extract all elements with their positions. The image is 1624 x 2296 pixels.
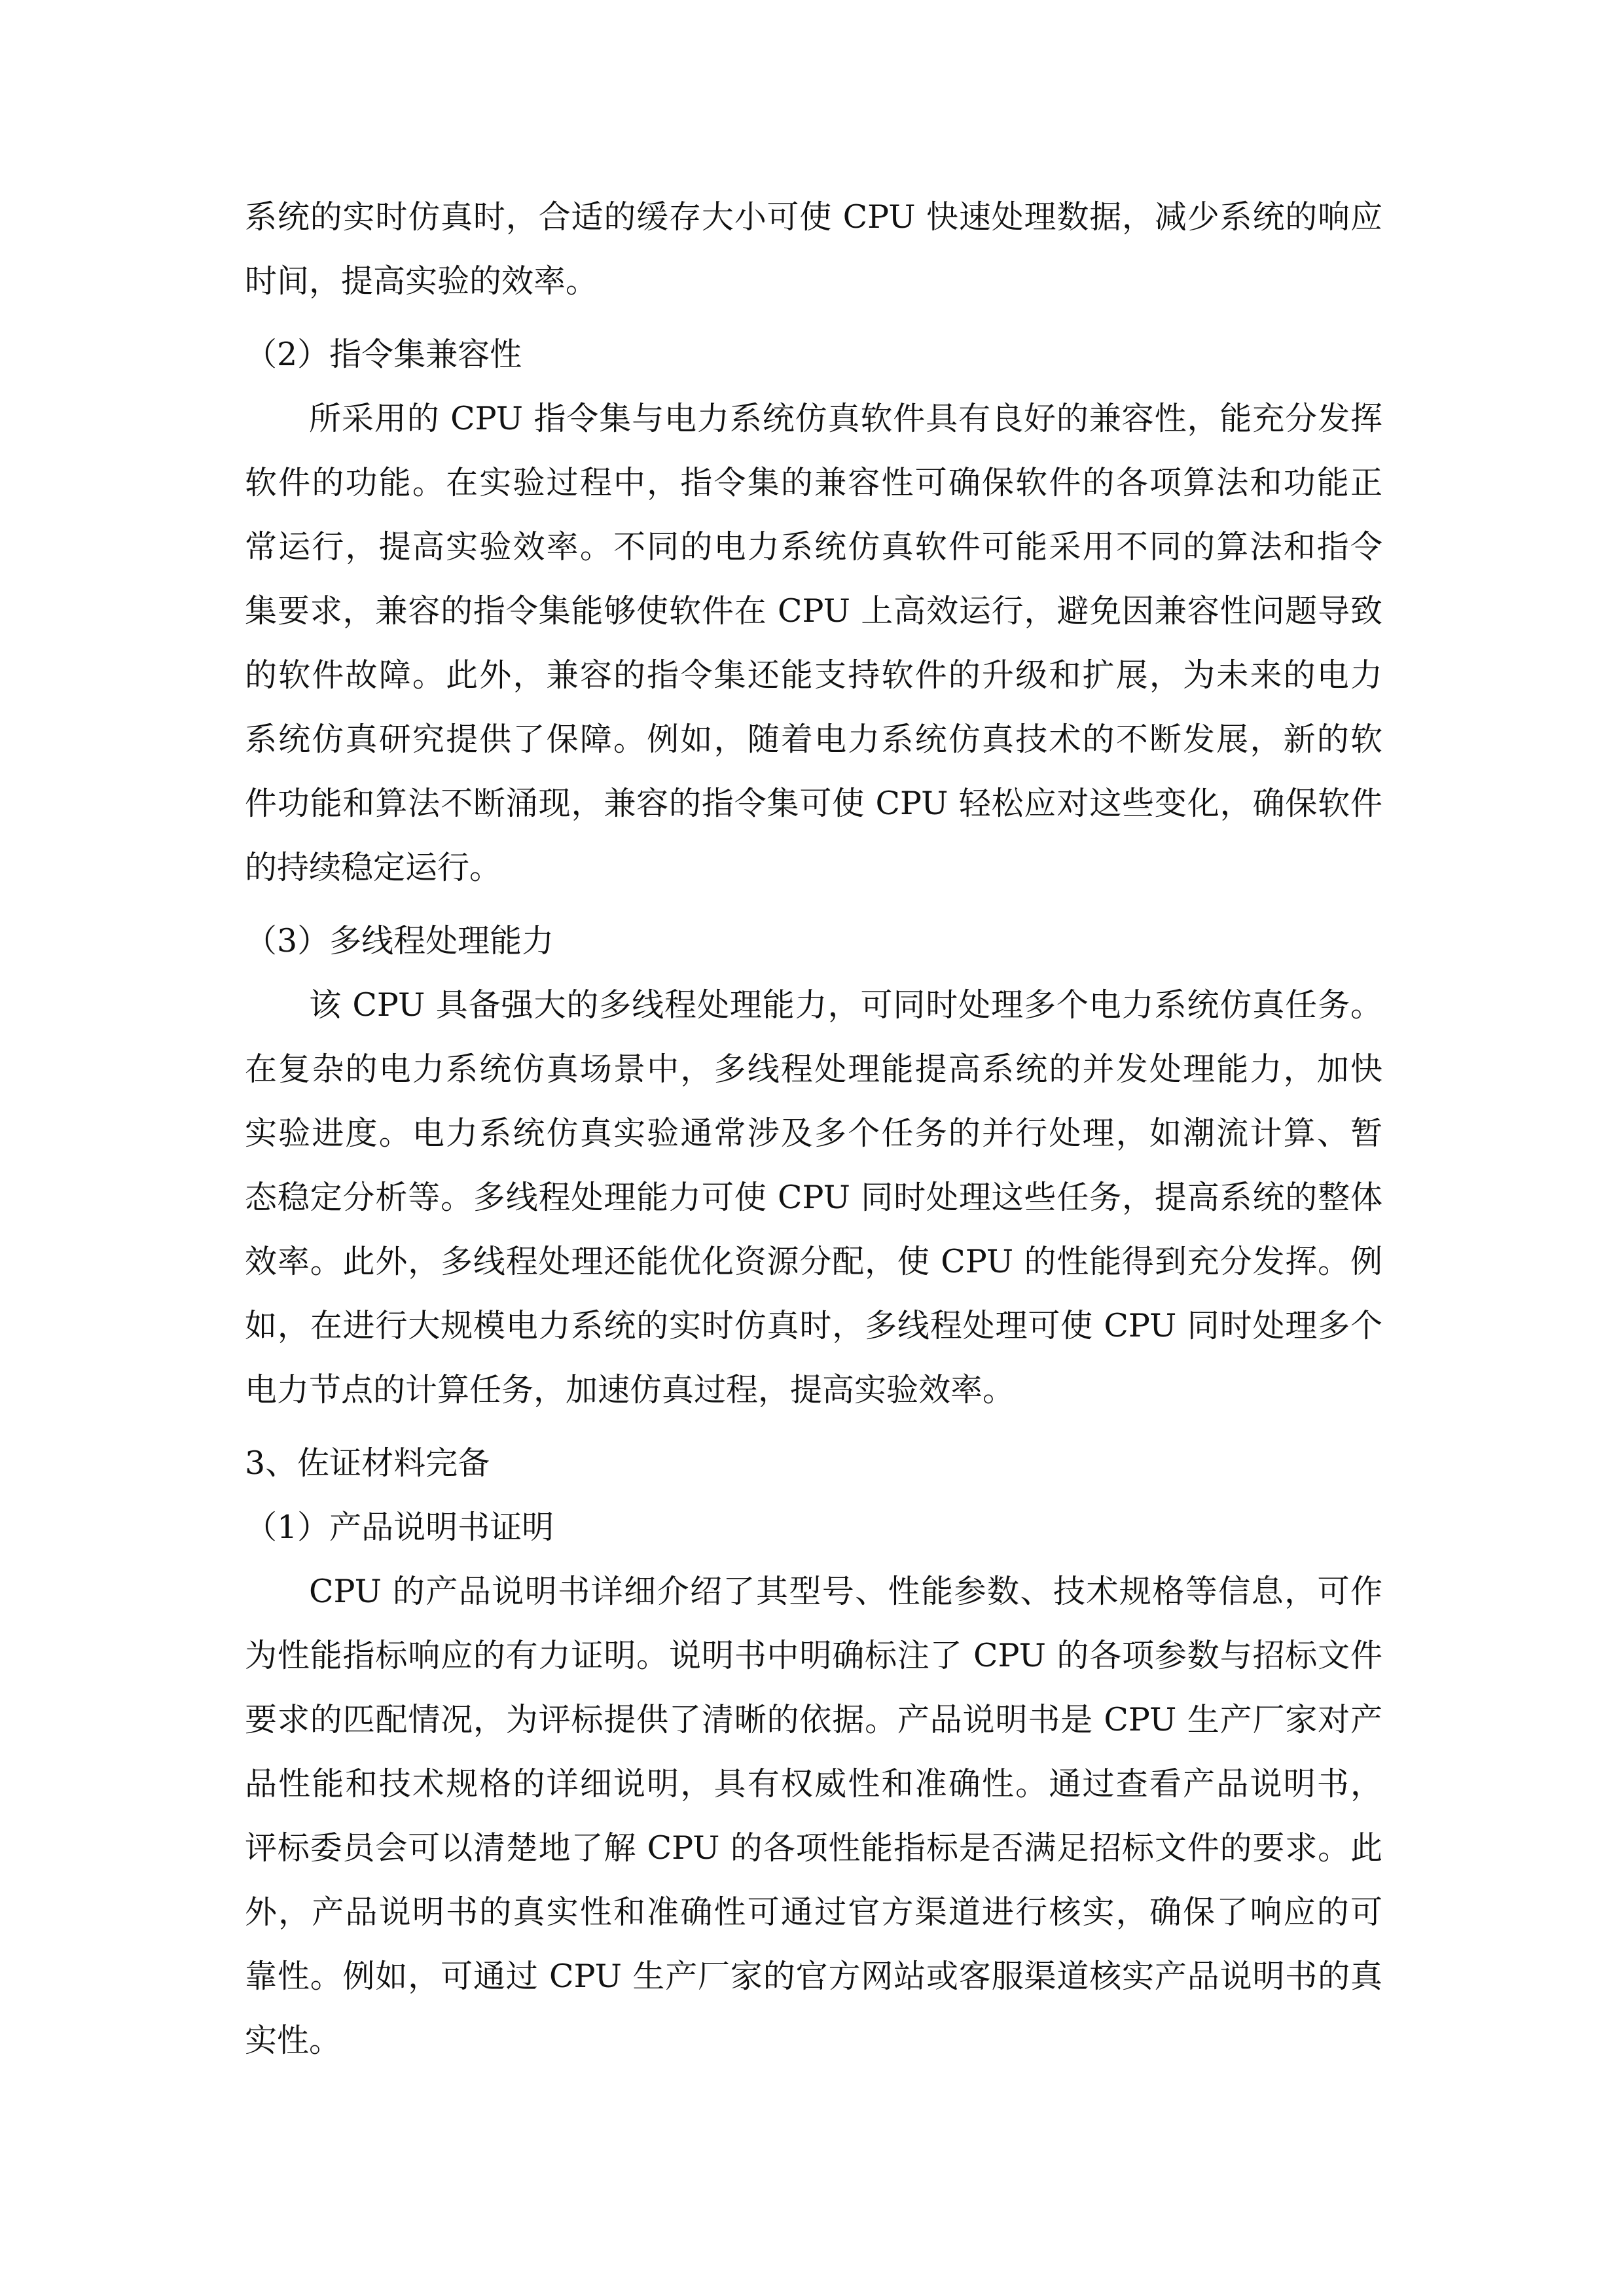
paragraph-line: 该 CPU 具备强大的多线程处理能力，可同时处理多个电力系统仿真任务。 [309, 986, 1382, 1024]
paragraph-line: 软件的功能。在实验过程中，指令集的兼容性可确保软件的各项算法和功能正 [245, 464, 1382, 501]
subheading-manual: （1）产品说明书证明 [245, 1509, 554, 1546]
paragraph-line: 效率。此外，多线程处理还能优化资源分配，使 CPU 的性能得到充分发挥。例 [245, 1243, 1382, 1280]
paragraph-cache-conclusion [245, 185, 1382, 314]
paragraph-instruction-set [245, 387, 1382, 900]
paragraph-line: 的软件故障。此外，兼容的指令集还能支持软件的升级和扩展，为未来的电力 [245, 656, 1382, 694]
paragraph-line: 件功能和算法不断涌现，兼容的指令集可使 CPU 轻松应对这些变化，确保软件 [245, 785, 1382, 822]
paragraph-line: 时间，提高实验的效率。 [245, 262, 598, 300]
paragraph-line: 集要求，兼容的指令集能够使软件在 CPU 上高效运行，避免因兼容性问题导致 [245, 592, 1382, 630]
paragraph-line: 要求的匹配情况，为评标提供了清晰的依据。产品说明书是 CPU 生产厂家对产 [245, 1701, 1382, 1738]
paragraph-line: 电力节点的计算任务，加速仿真过程，提高实验效率。 [245, 1371, 1015, 1408]
subheading-instruction-set: （2）指令集兼容性 [245, 336, 522, 373]
paragraph-multithreading [245, 973, 1382, 1422]
paragraph-line: 评标委员会可以清楚地了解 CPU 的各项性能指标是否满足招标文件的要求。此 [245, 1829, 1382, 1867]
paragraph-manual [245, 1560, 1382, 2073]
paragraph-line: 为性能指标响应的有力证明。说明书中明确标注了 CPU 的各项参数与招标文件 [245, 1637, 1382, 1674]
paragraph-line: 态稳定分析等。多线程处理能力可使 CPU 同时处理这些任务，提高系统的整体 [245, 1179, 1382, 1216]
paragraph-line: 如，在进行大规模电力系统的实时仿真时，多线程处理可使 CPU 同时处理多个 [245, 1307, 1382, 1344]
paragraph-line: 常运行，提高实验效率。不同的电力系统仿真软件可能采用不同的算法和指令 [245, 528, 1382, 565]
paragraph-line: 系统的实时仿真时，合适的缓存大小可使 CPU 快速处理数据，减少系统的响应 [245, 198, 1382, 236]
paragraph-line: 实性。 [245, 2022, 342, 2059]
paragraph-line: 靠性。例如，可通过 CPU 生产厂家的官方网站或客服渠道核实产品说明书的真 [245, 1958, 1382, 1995]
paragraph-line: 在复杂的电力系统仿真场景中，多线程处理能提高系统的并发处理能力，加快 [245, 1050, 1382, 1088]
paragraph-line: 所采用的 CPU 指令集与电力系统仿真软件具有良好的兼容性，能充分发挥 [309, 400, 1382, 437]
paragraph-line: 外，产品说明书的真实性和准确性可通过官方渠道进行核实，确保了响应的可 [245, 1893, 1382, 1931]
paragraph-line: 品性能和技术规格的详细说明，具有权威性和准确性。通过查看产品说明书， [245, 1765, 1382, 1803]
paragraph-line: 系统仿真研究提供了保障。例如，随着电力系统仿真技术的不断发展，新的软 [245, 721, 1382, 758]
document-body [245, 185, 1382, 2073]
paragraph-line: CPU 的产品说明书详细介绍了其型号、性能参数、技术规格等信息，可作 [309, 1573, 1382, 1610]
subheading-multithreading: （3）多线程处理能力 [245, 922, 554, 960]
paragraph-line: 实验进度。电力系统仿真实验通常涉及多个任务的并行处理，如潮流计算、暂 [245, 1115, 1382, 1152]
section-heading-evidence: 3、佐证材料完备 [245, 1444, 490, 1482]
paragraph-line: 的持续稳定运行。 [245, 849, 502, 886]
